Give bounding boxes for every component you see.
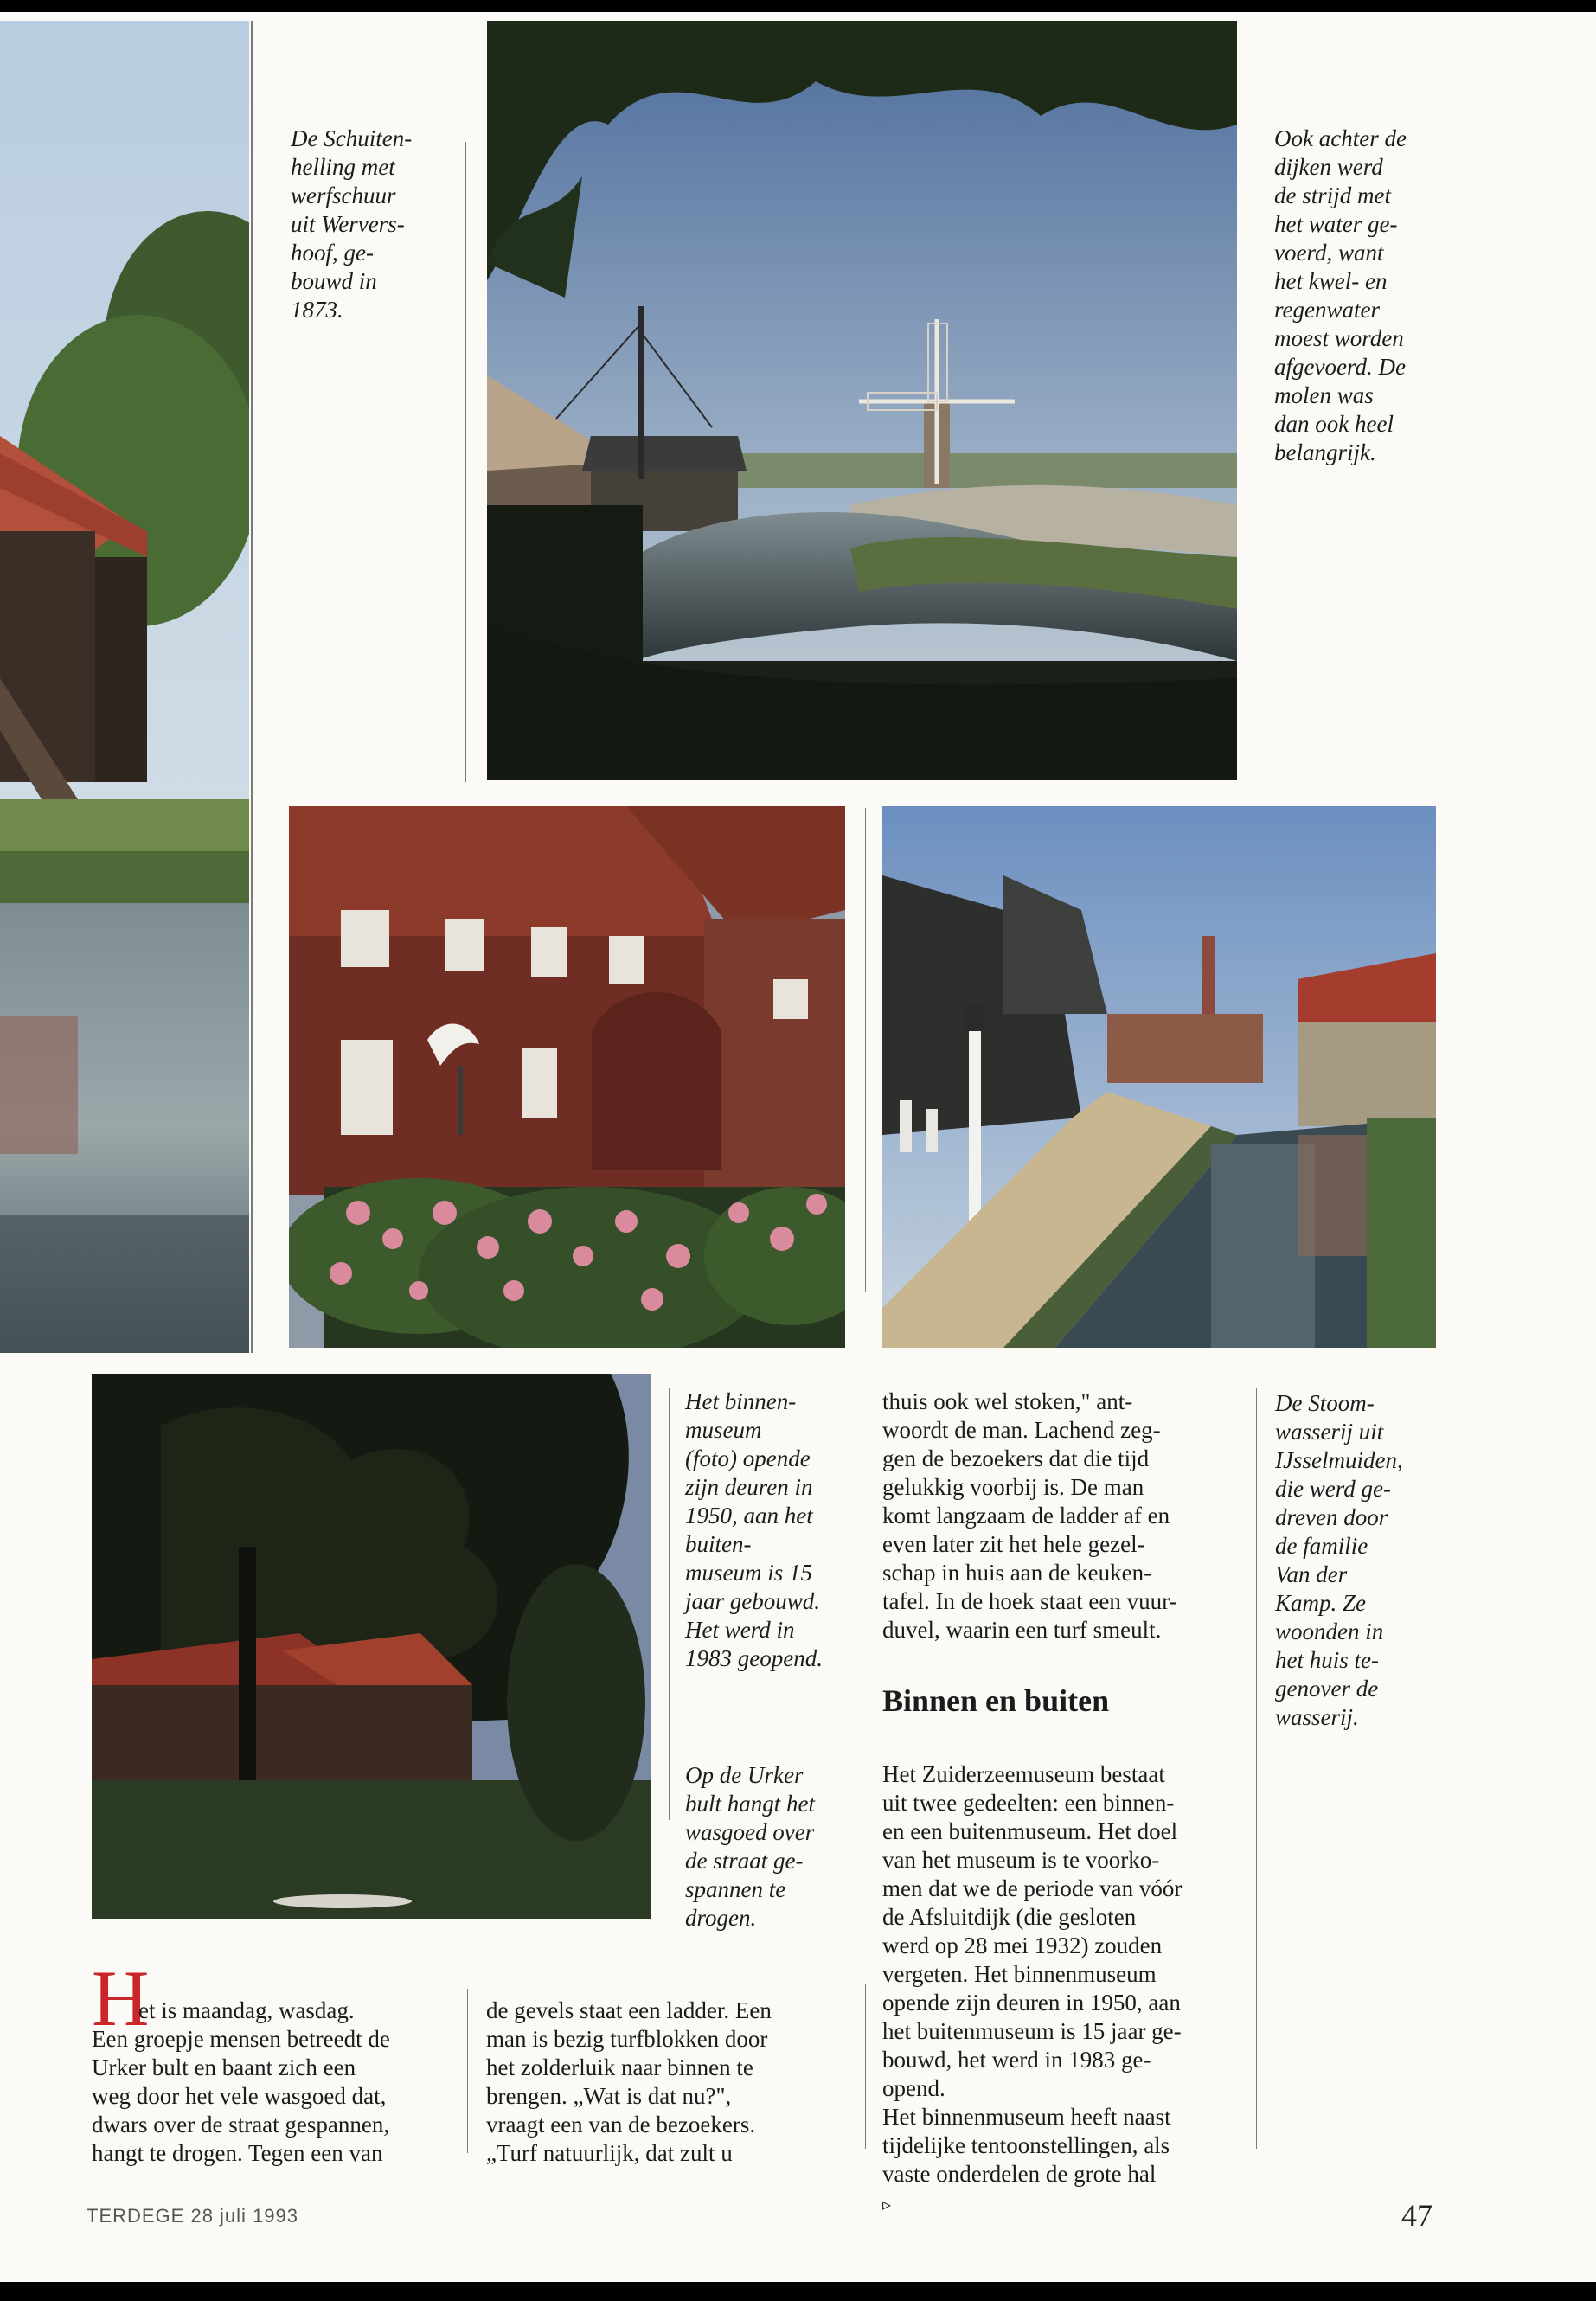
column-rule xyxy=(467,1989,468,2153)
caption-urker-bult: Op de Urker bult hangt het wasgoed over de straat ge- spannen te drogen. xyxy=(685,1762,815,1931)
article-column-2: de gevels staat een ladder. Een man is bezig turfblokken door het zolderluik naar binnen te brengen. „Wat is dat nu?", vraagt een van de bezoekers. „Turf natuurlijk, dat zult u xyxy=(486,1997,772,2166)
column-rule xyxy=(669,1388,670,1820)
article-column-1: Een groepje mensen betreedt de Urker bult en baant zich een weg door het vele wasgoed dat, dwars over de straat gespannen, hangt te drogen. Tegen een van xyxy=(92,2026,390,2166)
column-rule xyxy=(465,142,466,782)
caption-dijken: Ook achter de dijken werd de strijd met het water ge- voerd, want het kwel- en regenwater moest worden afgevoerd. De molen was dan ook heel belangrijk. xyxy=(1274,125,1407,465)
article-column-3-bottom xyxy=(882,1732,1254,2220)
column-rule xyxy=(1256,1388,1257,2149)
photo-canal-street xyxy=(882,806,1436,1348)
article-column-3-top: thuis ook wel stoken," ant- woordt de man. Lachend zeg- gen de bezoekers dat die tijd gelukkig voorbij is. De man komt langzaam de ladder af en even later zit het hele gezel- schap in huis aan de keuken- tafel. In de hoek staat een vuur- duvel, waarin een turf smeult. xyxy=(882,1388,1177,1643)
column-rule xyxy=(251,21,253,1353)
article-column-1-first-line: et is maandag, wasdag. xyxy=(138,1997,355,2023)
article-text: Het Zuiderzeemuseum bestaat uit twee gedeelten: een binnen- en een buitenmuseum. Het doel van het museum is te voorko- men dat we de periode van vóór de Afsluitdijk (die gesloten werd op 28 mei 1932) zouden vergeten. Het binnenmuseum opende zijn deuren in 1950, aan het buitenmuseum is 15 jaar ge- bouwd, het werd in 1983 ge- opend. Het binnenmuseum heeft naast tijdelijke tentoonstellingen, als vaste onderdelen de grote hal xyxy=(882,1761,1183,2187)
column-rule xyxy=(865,1984,866,2149)
photo-windmill-dike xyxy=(487,21,1237,780)
column-rule xyxy=(865,808,866,1292)
drop-cap: H xyxy=(92,1954,150,2042)
photo-shipyard-canal xyxy=(0,21,249,1353)
caption-stoomwasserij: De Stoom- wasserij uit IJsselmuiden, die werd ge- dreven door de familie Van der Kamp. Ze woonden in het huis te- genover de wasserij. xyxy=(1275,1390,1403,1730)
page-number: 47 xyxy=(1401,2198,1433,2233)
magazine-page xyxy=(0,12,1596,2282)
publication-footer: TERDEGE 28 juli 1993 xyxy=(87,2205,298,2227)
continue-arrow-icon: ▹ xyxy=(882,2195,892,2214)
caption-schuitenhelling: De Schuiten- helling met werfschuur uit Wervers- hoof, ge- bouwd in 1873. xyxy=(291,125,413,323)
caption-binnenmuseum: Het binnen- museum (foto) opende zijn deuren in 1950, aan het buiten- museum is 15 jaar gebouwd. Het werd in 1983 geopend. xyxy=(685,1388,823,1671)
photo-binnenmuseum xyxy=(289,806,845,1348)
photo-trees-house xyxy=(92,1374,651,1919)
subheading-binnen-en-buiten: Binnen en buiten xyxy=(882,1683,1110,1718)
